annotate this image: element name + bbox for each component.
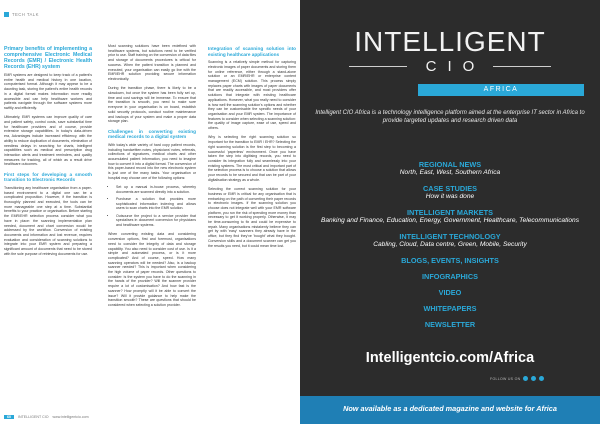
article-paragraph: Selecting the correct scanning solution for your business or EMR is critical for any organisation that is embarking on the path of converting their paper records to electronic images. If the scanning solution you choose does not integrate well with your EMR software platform, you run the risk of spending more money than necessary to get it working properly. Otherwise, it may be time-consuming to fix and could be expensive to repair. Many organisations mistakenly believe they can get by with 'easy' scanners they already have in the office, but they find they've 'bought' what they bought. Conversion skills and a document scanner can get you the results you need, but it could mean time lost. [208,187,296,248]
article-paragraph: With today's wide variety of hard copy patient records, including handwritten notes, physicians' notes, referrals, collections of signatures, medical charts and other accumulated patient information, you need to imagine how to convert it into a digital format. The conversion of this paper-based record into the new electronic system is just one of the many tasks. Your organisation or hospital may choose one of the following options: [108,142,196,180]
advert-menu [300,160,600,336]
linkedin-icon[interactable] [531,376,536,381]
list-item: • Set up a manual in-house process, whereby documents are scanned directly into a solution. [116,185,196,194]
menu-heading[interactable]: REGIONAL NEWS [418,160,482,169]
menu-block [300,256,600,265]
edition-band: AFRICA [418,84,584,96]
article-heading: Integration of scanning solution into existing healthcare applications [208,46,296,57]
logo-rule-left [349,66,407,67]
menu-block [300,232,600,249]
article-paragraph: Ultimately, EMR systems can improve quality of care and patient safety, control costs, save substantial time for healthcare providers and of course, provide extensive storage capabilities. In today's data-driven era, Advantages include increased efficiency, with the ability to reduce duplication of documents, elimination of needless delays in searching for charts, intelligent capabilities such as medical and prescription drug interaction alerts and treatment reminders, and quality measures for tracking, all of which as a result drive healthcare outcomes. [4,115,92,167]
menu-subtitle: How it was done [425,193,475,200]
options-list [108,185,196,228]
section-tag [4,12,39,17]
bottom-band [300,396,600,424]
follow-us [490,376,544,381]
menu-block [300,304,600,313]
menu-block [300,272,600,281]
bottom-band-text: Now available as a dedicated magazine and website for Africa [343,404,557,413]
article-column-2 [108,44,196,312]
logo-rule-right [493,66,551,67]
brand-logo-title: INTELLIGENT [354,26,546,57]
menu-heading[interactable]: BLOGS, EVENTS, INSIGHTS [401,256,499,265]
menu-heading[interactable]: NEWSLETTER [424,320,476,329]
menu-heading[interactable]: VIDEO [438,288,462,297]
article-column-1 [4,44,92,261]
article-paragraph: EMR systems are designed to keep track of a patient's entire health and medical history in one location, computerised format. Although it may appear to be a daunting task, storing the patient's entire health records in a digital format makes information more readily accessible and can help healthcare workers and patients navigate through the software systems more swiftly and efficiently. [4,73,92,110]
follow-label: FOLLOW US ON [490,376,521,381]
article-paragraph: Why is selecting the right scanning solution so important for the transition to EMR / EHR? Selecting the right scanning solution is the first step to becoming a successful 'paperless' environment. Once you have taken the step into digitising records, you need to consider its integration fully and seamlessly into your existing systems. The most critical and important part of the selection process is to choose a solution that allows your records to be secured and that can be part of your digitalisation strategy as a whole. [208,135,296,182]
section-tag-marker [4,12,9,17]
article-heading: Primary benefits of implementing a comprehensive Electronic Medical Records (EMR) / Electronic Health Records (EHR) system [4,46,92,70]
advert-page [300,0,600,424]
menu-subtitle: Cabling, Cloud, Data centre, Green, Mobile, Security [373,241,527,248]
menu-subtitle: North, East, West, Southern Africa [399,169,501,176]
menu-heading[interactable]: INFOGRAPHICS [422,272,478,281]
menu-block [300,184,600,201]
advert-intro: Intelligent CIO Africa is a technology intelligence platform aimed at the enterprise IT sector in Africa to provide targeted updates and research driven data [315,110,585,124]
list-item: • Outsource the project to a service provider that specialises in document conversion for physicians and healthcare systems. [116,214,196,228]
twitter-icon[interactable] [523,376,528,381]
brand-cio-text: CIO [425,58,486,75]
advert-url[interactable]: Intelligentcio.com/Africa [365,350,535,366]
menu-block [300,208,600,225]
article-paragraph: When converting existing data and considering conversion options, first and foremost, organisations need to consider the integrity of data and storage capability. You also need to consider cost of use. Is it a simple and automated process, or is it more complicated? And of course, speed. How many scanning operators will be needed? Also, is a backup scanner needed? This is important when considering the high volume of paper records. Other questions to consider: is the system you have to do the scanning in the hands of the provider? Will the scanner provider require a lot of customisation? And how fast is the scanner? How promptly will it be able to convert the issue? Will it provide guidance to help make the transition smooth? These are questions that should be considered when selecting a solution provider. [108,232,196,307]
section-tag-label: TECH TALK [12,12,39,17]
article-paragraph: Transitioning any healthcare organisation from a paper-based environment to a digital one can be a complicated proposition. However, if the transition is thoroughly planned and executed, the tools can be more manageable one step at a time. Substantial benefits to your practice or organisation. Before starting the EMR/EHR selection process consider what you have in place: the scanning implementation plan needed, document and chart conversion would be addressed by the workflow. Conversion of existing documents and information and lost revenue, requires evaluation and consideration of scanning solutions to integrate into your EMR system and preparing a significant amount of documents that need to be stored with the sole purpose of retrieving documents for use. [4,185,92,256]
menu-heading[interactable]: INTELLIGENT TECHNOLOGY [399,232,501,241]
menu-heading[interactable]: CASE STUDIES [423,184,477,193]
menu-heading[interactable]: INTELLIGENT MARKETS [407,208,493,217]
article-column-3 [208,44,296,253]
menu-block [300,320,600,329]
footer-publication: INTELLIGENT CIO [18,415,49,419]
menu-subtitle: Banking and Finance, Education, Energy, Government, Healthcare, Telecommunications [320,217,580,224]
page-number: 60 [4,415,14,419]
footer-website[interactable]: www.intelligentcio.com [52,415,89,419]
article-paragraph: During the transition phase, there is likely to be a slowdown, but once the system has been fully set up, time and cost savings will be immense. To ensure that the transition is smooth, you need to make sure everyone in your organisation is on board, establish solid security protocols, conduct routine maintenance and backups of your system and make a proper data storage plan. [108,86,196,124]
article-paragraph: Scanning is a relatively simple method for capturing electronic images of paper documents and storing them for online reference, either through a stand-alone solution or an EMR/EHR or enterprise content management (ECM) solution. This process simply replaces paper charts with images of paper documents that are readily accessible, and most providers offer solutions that integrate with existing healthcare applications. However, what you really need to consider is how well the scanning solution's options and whether they can be customisable the specific needs of your organisation and your EMR system. The importance of features to consider when selecting a scanning solution: the quality of image capture, ease of use, speed and others. [208,60,296,131]
page-footer [4,415,89,419]
facebook-icon[interactable] [539,376,544,381]
menu-block [300,160,600,177]
article-heading: First steps for developing a smooth transition to Electronic Records [4,171,92,183]
article-paragraph: Most scanning solutions have been redefined with healthcare systems, but solutions need to be verified prior to use. Staff training on the conversion of data files and storage of documents procedures is critical for success. When the patient transition is planned and executed, your organisation can easily go live with the EMR/EHR solution providing secure information electronically. [108,44,196,81]
article-heading: Challenges in converting existing medical records to a digital system [108,128,196,140]
menu-block [300,288,600,297]
list-item: • Purchase a solution that provides more sophisticated information indexing and allows users to scan charts into the EMR solution. [116,197,196,211]
brand-logo-cio [300,58,600,75]
menu-heading[interactable]: WHITEPAPERS [423,304,477,313]
